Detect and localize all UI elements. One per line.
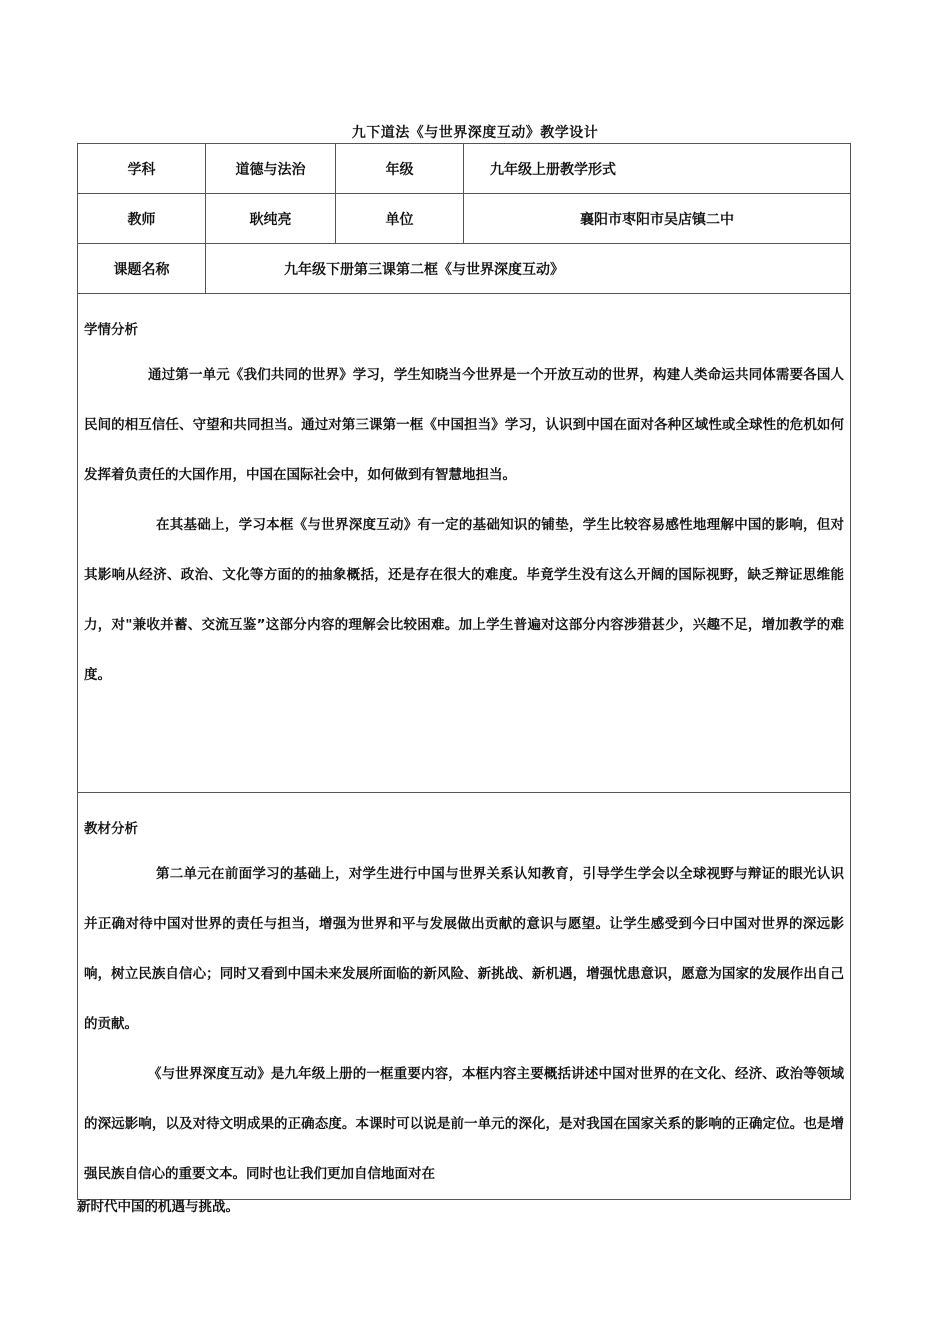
teacher-label: 教师 bbox=[78, 194, 206, 244]
document-title: 九下道法《与世界深度互动》教学设计 bbox=[351, 125, 599, 141]
topic-value: 九年级下册第三课第二框《与世界深度互动》 bbox=[206, 244, 851, 294]
student-analysis-row bbox=[78, 294, 851, 793]
material-analysis-row bbox=[78, 793, 851, 1200]
lesson-design-table bbox=[77, 143, 851, 1200]
material-analysis-heading: 教材分析 bbox=[84, 821, 138, 837]
teacher-value: 耿纯亮 bbox=[206, 194, 336, 244]
material-analysis-cell bbox=[78, 793, 851, 1200]
table-row bbox=[78, 194, 851, 244]
student-analysis-paragraph-1: 通过第一单元《我们共同的世界》学习，学生知晓当今世界是一个开放互动的世界，构建人类命运共同体需要各国人民间的相互信任、守望和共同担当。通过对第三课第一框《中国担当》学习，认识到中国在面对各种区域性或全球性的危机如何发挥着负责任的大国作用，中国在国际社会中，如何做到有智慧地担当。 bbox=[84, 367, 844, 483]
topic-label: 课题名称 bbox=[78, 244, 206, 294]
unit-label: 单位 bbox=[336, 194, 464, 244]
grade-label: 年级 bbox=[336, 144, 464, 194]
material-analysis-paragraph-2: 《与世界深度互动》是九年级上册的一框重要内容，本框内容主要概括讲述中国对世界的在文化、经济、政治等领域的深远影响，以及对待文明成果的正确态度。本课时可以说是前一单元的深化，是对我国在国家关系的影响的正确定位。也是增强民族自信心的重要文本。同时也让我们更加自信地面对在 bbox=[84, 1066, 844, 1182]
table-row bbox=[78, 244, 851, 294]
material-analysis-paragraph-1: 第二单元在前面学习的基础上，对学生进行中国与世界关系认知教育，引导学生学会以全球视野与辩证的眼光认识并正确对待中国对世界的责任与担当，增强为世界和平与发展做出贡献的意识与愿望。让学生感受到今曰中国对世界的深远影响，树立民族自信心；同时又看到中国未来发展所面临的新风险、新挑战、新机遇，增强忧患意识，愿意为国家的发展作出自己的贡献。 bbox=[84, 866, 844, 1032]
subject-label: 学科 bbox=[78, 144, 206, 194]
grade-value: 九年级上册教学形式 bbox=[464, 144, 851, 194]
student-analysis-paragraph-2: 在其基础上，学习本框《与世界深度互动》有一定的基础知识的铺垫，学生比较容易感性地理解中国的影响，但对其影响从经济、政治、文化等方面的的抽象概括，还是存在很大的难度。毕竟学生没有这么开阔的国际视野，缺乏辩证思维能力，对"兼收并蓄、交流互鉴”这部分内容的理解会比较困难。加上学生普遍对这部分内容涉猎甚少，兴趣不足，增加教学的难度。 bbox=[84, 517, 844, 683]
subject-value: 道德与法治 bbox=[206, 144, 336, 194]
table-row bbox=[78, 144, 851, 194]
student-analysis-heading: 学情分析 bbox=[84, 322, 138, 338]
unit-value: 襄阳市枣阳市吴店镇二中 bbox=[464, 194, 851, 244]
material-analysis-continuation: 新时代中国的机遇与挑战。 bbox=[77, 1199, 239, 1215]
student-analysis-cell bbox=[78, 294, 851, 793]
